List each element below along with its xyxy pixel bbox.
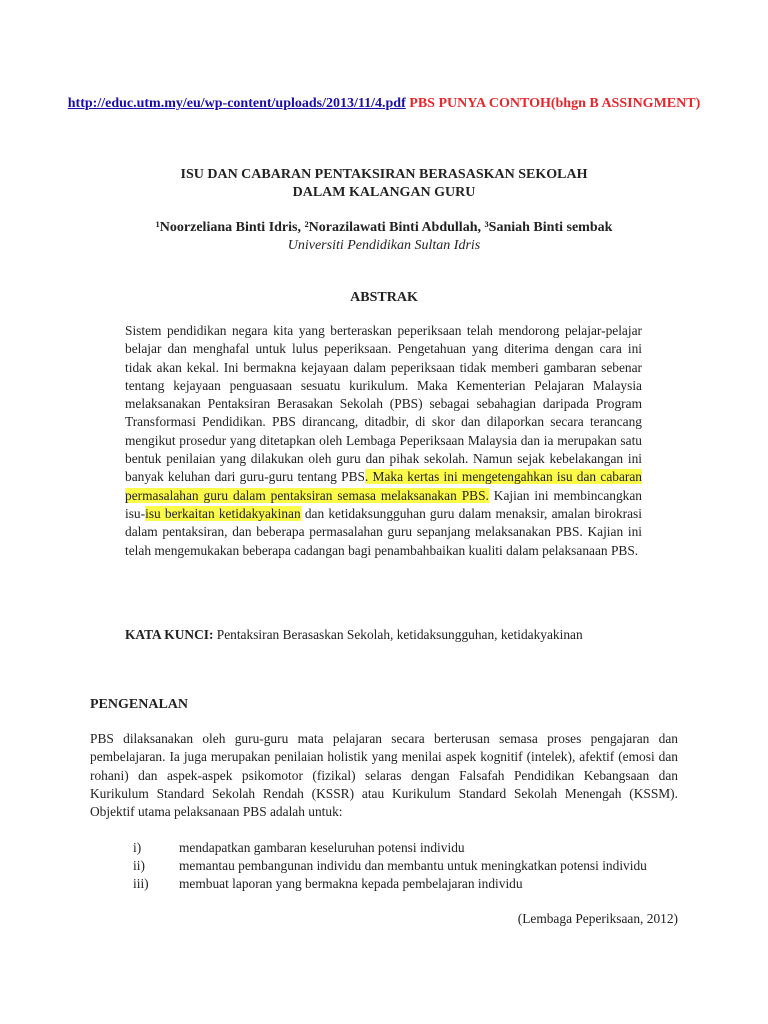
objectives-list	[90, 839, 678, 893]
source-note: PBS PUNYA CONTOH(bhgn B ASSINGMENT)	[409, 96, 701, 111]
keywords-label: KATA KUNCI:	[125, 627, 214, 642]
list-item-text: mendapatkan gambaran keseluruhan potensi individu	[179, 840, 465, 855]
keywords	[125, 626, 665, 644]
intro-heading: PENGENALAN	[90, 697, 189, 712]
list-item-number: i)	[133, 840, 142, 855]
list-item-number: iii)	[133, 876, 149, 891]
paper-title	[60, 166, 708, 202]
list-item-text: memantau pembangunan individu dan membantu untuk meningkatkan potensi individu	[179, 858, 647, 873]
abstract-text-2: Kajian ini membincangkan isu-	[125, 487, 642, 521]
abstract-text-3: dan ketidaksungguhan guru dalam menaksir, amalan birokrasi dalam pentaksiran, dan beberapa permasalahan guru sepanjang melaksanakan PBS. Kajian ini telah mengemukakan beberapa cadangan bagi penambahbaikan kualiti dalam pelaksanaan PBS.	[125, 505, 642, 558]
abstract-highlight-1: . Maka kertas ini mengetengahkan isu dan cabaran permasalahan guru dalam pentaksiran semasa melaksanakan PBS.	[125, 469, 642, 503]
paper-title-line-2: DALAM KALANGAN GURU	[292, 185, 476, 200]
list-item	[90, 839, 678, 857]
citation: (Lembaga Peperiksaan, 2012)	[517, 911, 678, 926]
paper-authors: ¹Noorzeliana Binti Idris, ²Norazilawati Binti Abdullah, ³Saniah Binti sembak	[155, 220, 613, 235]
source-line	[60, 95, 708, 113]
abstract-body	[125, 322, 642, 560]
abstract-heading: ABSTRAK	[350, 290, 418, 305]
list-item-text: membuat laporan yang bermakna kepada pembelajaran individu	[179, 876, 523, 891]
abstract-highlight-2: isu berkaitan ketidakyakinan	[145, 505, 301, 521]
list-item	[90, 875, 678, 893]
source-url-link[interactable]: http://educ.utm.my/eu/wp-content/uploads/2013/11/4.pdf	[67, 96, 406, 111]
intro-paragraph: PBS dilaksanakan oleh guru-guru mata pelajaran secara berterusan semasa proses pengajaran dan pembelajaran. Ia juga merupakan penilaian holistik yang menilai aspek kognitif (intelek), afektif (emosi dan rohani) dan aspek-aspek psikomotor (fizikal) selaras dengan Falsafah Pendidikan Kebangsaan dan Kurikulum Standard Sekolah Rendah (KSSR) atau Kurikulum Standard Sekolah Menengah (KSSM). Objektif utama pelaksanaan PBS adalah untuk:	[90, 731, 678, 820]
paper-affiliation: Universiti Pendidikan Sultan Idris	[287, 238, 481, 253]
keywords-text: Pentaksiran Berasaskan Sekolah, ketidaksungguhan, ketidakyakinan	[213, 627, 583, 642]
abstract-text-1: Sistem pendidikan negara kita yang berteraskan peperiksaan telah mendorong pelajar-pelajar belajar dan menghafal untuk lulus peperiksaan. Pengetahuan yang diterima dengan cara ini tidak akan kekal. Ini bermakna kejayaan dalam peperiksaan tidak memberi gambaran sebenar tentang kejayaan penguasaan sesuatu kurikulum. Maka Kementerian Pelajaran Malaysia melaksanakan Pentaksiran Berasakan Sekolah (PBS) sebagai sebahagian daripada Program Transformasi Pendidikan. PBS dirancang, ditadbir, di skor dan dilaporkan secara terancang mengikut prosedur yang ditetapkan oleh Lembaga Peperiksaan Malaysia dan ia merupakan satu bentuk penilaian yang dilakukan oleh guru dan pihak sekolah. Namun sejak kebelakangan ini banyak keluhan dari guru-guru tentang PBS	[125, 323, 642, 485]
list-item	[90, 857, 678, 875]
paper-title-line-1: ISU DAN CABARAN PENTAKSIRAN BERASASKAN SEKOLAH	[180, 167, 588, 182]
list-item-number: ii)	[133, 858, 145, 873]
